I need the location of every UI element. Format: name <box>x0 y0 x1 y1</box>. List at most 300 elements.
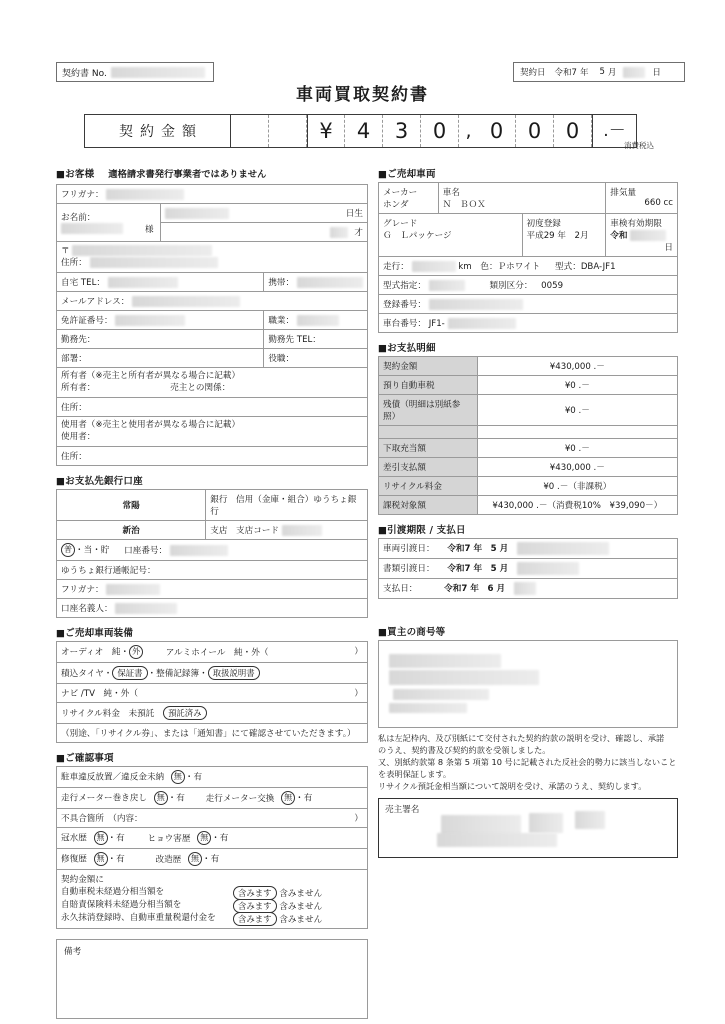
table-row <box>57 185 368 204</box>
displacement-label: 排気量 <box>610 188 637 198</box>
mileage-label: 走行： <box>383 262 409 272</box>
payment-label: 差引支払額 <box>379 458 478 477</box>
grade-cell[interactable] <box>379 214 523 257</box>
contract-date-month: 5 <box>599 67 605 77</box>
table-row <box>57 521 368 540</box>
first-registration-cell[interactable] <box>522 214 606 257</box>
model-label: 車名 <box>442 188 460 198</box>
payment-date-row[interactable] <box>379 579 678 599</box>
table-row <box>379 458 678 477</box>
mobile-redacted <box>297 277 363 288</box>
type-value: DBA-JF1 <box>580 262 616 272</box>
inspection-expiry-cell[interactable] <box>606 214 678 257</box>
home-tel-redacted <box>108 277 178 288</box>
terms-line-5: リサイクル預託金相当額について説明を受け、承諾のうえ、契約します。 <box>378 780 647 791</box>
home-tel-label: 自宅 TEL： <box>61 278 105 288</box>
terms-paragraph <box>378 733 678 792</box>
repair-row[interactable] <box>57 849 368 870</box>
registration-no-redacted <box>429 299 523 310</box>
branch-kinds-cell[interactable] <box>206 521 368 540</box>
signature-redacted <box>575 811 605 829</box>
nav-close-paren: ） <box>354 689 363 699</box>
equipment-table <box>56 641 368 743</box>
terms-line-1: 私は左記枠内、及び別紙にて交付された契約約款の説明を受け、確認し、承諾 <box>378 733 665 743</box>
license-cell[interactable] <box>57 311 264 330</box>
seller-signature-label: 売主署名 <box>385 805 420 816</box>
amount-trailing-dash: .－ <box>592 115 636 147</box>
document-delivery-value: 令和7 年 5 月 <box>447 564 509 574</box>
table-row <box>379 477 678 496</box>
tire-label: 積込タイヤ・ <box>61 669 113 679</box>
department-cell[interactable] <box>57 349 264 368</box>
owner-label: 所有者： <box>61 383 96 393</box>
yucho-label: ゆうちょ銀行通帳記号： <box>61 566 156 576</box>
email-cell[interactable] <box>57 292 368 311</box>
vehicle-delivery-label: 車両引渡日： <box>383 544 435 554</box>
warranty-circled: 保証書 <box>112 666 147 680</box>
modification-label: 改造歴 <box>155 854 182 865</box>
flood-label: 冠水歴 <box>61 833 87 844</box>
table-row <box>57 870 368 929</box>
table-row <box>57 703 368 724</box>
table-row <box>57 292 368 311</box>
license-label: 免許証番号： <box>61 316 113 326</box>
audio-label: オーディオ 純・ <box>61 647 130 658</box>
weight-tax-refund-included-circled: 含みます <box>233 912 277 926</box>
amount-tax-note: 消費税込 <box>624 141 654 150</box>
equipment-section-title: ■ご売却車両装備 <box>56 628 134 639</box>
contract-amount-cells <box>230 114 637 148</box>
table-row <box>57 349 368 368</box>
recycle-row[interactable] <box>57 703 368 724</box>
registration-no-row[interactable] <box>379 295 678 314</box>
wheel-close-paren: ） <box>354 647 363 657</box>
first-registration-label: 初度登録 <box>526 219 561 229</box>
branch-code-redacted <box>282 525 322 536</box>
workplace-label: 勤務先： <box>61 335 96 345</box>
bank-furigana-redacted <box>106 584 160 595</box>
age-suffix: 才 <box>354 228 363 238</box>
type-spec-redacted <box>429 280 465 291</box>
name-label: お名前： <box>61 212 96 223</box>
tax-unexpired-excluded: 含みません <box>279 889 323 899</box>
modification-no-circled: 無 <box>188 852 202 866</box>
bank-kinds-cell[interactable]: 銀行 信用（金庫・組合）ゆうちょ銀行 <box>206 490 368 521</box>
table-row <box>57 417 368 447</box>
workplace-cell[interactable] <box>57 330 264 349</box>
nav-row[interactable] <box>57 684 368 703</box>
type-spec-row[interactable] <box>379 276 678 295</box>
table-row <box>57 663 368 684</box>
terms-line-2: のうえ、契約書及び契約約款を受領しました。 <box>378 744 551 755</box>
workplace-tel-cell[interactable] <box>264 330 368 349</box>
table-row <box>379 257 678 276</box>
table-row <box>57 204 368 223</box>
insurance-unexpired-label: 自賠責保険料未経過分相当額を <box>61 900 182 910</box>
payment-value[interactable]: ¥0 .－ <box>477 395 677 426</box>
table-row <box>57 724 368 743</box>
odometer-replace-label: 走行メーター交換 <box>205 793 275 804</box>
payment-value[interactable]: ¥430,000 .－ <box>477 458 677 477</box>
vehicle-delivery-row[interactable] <box>379 539 678 559</box>
contract-date-era: 令和7 <box>554 68 577 78</box>
amount-digit: 3 <box>383 115 421 147</box>
color-value: Ｐホワイト <box>497 262 541 272</box>
table-row <box>379 357 678 376</box>
owner-address-label: 住所： <box>61 403 87 413</box>
table-row <box>379 579 678 599</box>
customer-table <box>56 184 368 466</box>
payment-label: 残債（明細は別紙参照） <box>379 395 478 426</box>
age-redacted <box>330 227 348 238</box>
confirm-section-title: ■ご確認事項 <box>56 753 114 764</box>
table-row <box>57 684 368 703</box>
contract-date-label: 契約日 <box>520 68 546 78</box>
odometer-replace-yes: ・有 <box>295 793 313 804</box>
payment-label: リサイクル料金 <box>379 477 478 496</box>
table-row <box>379 439 678 458</box>
table-row <box>57 330 368 349</box>
payment-value[interactable] <box>477 426 677 439</box>
bank-name-cell[interactable]: 常陽 <box>57 490 206 521</box>
nav-label: ナビ /TV 純・外（ <box>61 689 138 699</box>
account-type-circled: 普 <box>61 543 75 557</box>
table-row <box>57 849 368 870</box>
bank-table <box>56 489 368 618</box>
occupation-label: 職業： <box>268 316 295 326</box>
owner-address-cell[interactable] <box>57 398 368 417</box>
wheel-label: アルミホイール 純・外（ <box>165 647 269 658</box>
tire-mid-label: ・整備記録簿・ <box>147 669 208 679</box>
vehicle-table <box>378 182 678 333</box>
mileage-redacted <box>412 261 456 272</box>
account-type-cell[interactable] <box>57 540 368 561</box>
remarks-box[interactable] <box>56 939 368 1019</box>
qualified-invoice-note: 適格請求書発行事業者ではありません <box>108 169 267 180</box>
account-types-label: ・当・貯 <box>75 545 110 556</box>
color-label: 色： <box>480 262 498 272</box>
contract-date-year-unit: 年 <box>579 68 589 78</box>
recycle-label: リサイクル料金 未預託 <box>61 709 155 719</box>
model-value: Ｎ ＢＯＸ <box>442 200 486 210</box>
department-label: 部署： <box>61 354 87 364</box>
flood-no-circled: 無 <box>94 831 108 845</box>
maker-label: メーカー <box>383 188 418 198</box>
defect-label: 不具合箇所 （内容： <box>61 814 143 824</box>
mobile-label: 携帯： <box>268 278 295 288</box>
buyer-section-title: ■買主の商号等 <box>378 627 446 638</box>
table-row <box>57 311 368 330</box>
branch-kinds-label: 支店 支店コード <box>210 526 280 536</box>
manual-circled: 取扱説明書 <box>208 666 260 680</box>
payment-value[interactable]: ¥0 .－ <box>477 439 677 458</box>
weight-tax-refund-label: 永久抹消登録時、自動車重量税還付金を <box>61 913 216 923</box>
email-label: メールアドレス： <box>61 297 130 307</box>
class-value: 0059 <box>541 281 564 291</box>
odometer-row[interactable] <box>57 788 368 809</box>
parking-violation-yes: ・有 <box>184 772 203 783</box>
delivery-section-title: ■引渡期限 / 支払日 <box>378 525 466 536</box>
contract-number-field[interactable] <box>56 62 214 82</box>
flood-yes: ・有 <box>107 833 125 844</box>
name-suffix: 様 <box>145 224 154 235</box>
recycle-deposited-circled: 預託済み <box>163 706 207 720</box>
payment-section-title: ■お支払明細 <box>378 343 436 354</box>
buyer-line-redacted <box>389 654 501 668</box>
payment-date-value: 令和7 年 6 月 <box>444 584 506 594</box>
payment-label: 預り自動車税 <box>379 376 478 395</box>
account-no-redacted <box>170 545 228 556</box>
postal-label: 〒 <box>61 246 70 256</box>
maker-cell[interactable] <box>379 183 439 214</box>
vehicle-delivery-value: 令和7 年 5 月 <box>447 544 509 554</box>
audio-circled-option: 外 <box>129 645 143 659</box>
vehicle-delivery-redacted <box>517 542 609 555</box>
weight-tax-refund-excluded: 含みません <box>279 915 323 925</box>
table-row <box>379 183 678 214</box>
inspection-expiry-era: 令和 <box>610 231 628 241</box>
contract-amount-strip <box>84 114 637 148</box>
account-holder-cell[interactable] <box>57 599 368 618</box>
buyer-line-redacted <box>389 670 539 685</box>
buyer-info-box[interactable] <box>378 640 678 728</box>
contract-amount-label: 契約金額 <box>84 114 230 148</box>
bank-section-title: ■お支払先銀行口座 <box>56 476 143 487</box>
position-label: 役職： <box>268 354 295 364</box>
name-redacted <box>61 223 123 234</box>
payment-date-label: 支払日： <box>383 584 418 594</box>
user-note: 使用者（※売主と使用者が異なる場合に記載） <box>61 420 241 430</box>
name-cell[interactable] <box>57 204 161 242</box>
registration-no-label: 登録番号： <box>383 300 426 310</box>
payment-table <box>378 356 678 515</box>
payment-date-redacted <box>514 582 536 595</box>
yucho-cell[interactable] <box>57 561 368 580</box>
buyer-line-redacted <box>389 703 467 713</box>
inspection-expiry-redacted <box>630 230 666 241</box>
table-row <box>379 496 678 515</box>
amount-digit: 0 <box>478 115 516 147</box>
bank-furigana-label: フリガナ： <box>61 585 104 595</box>
recycle-note-row: （別途、「リサイクル券」、または「通知書」にて確認させていただきます。） <box>57 724 368 743</box>
payment-value[interactable]: ¥0 .－（非課税） <box>477 477 677 496</box>
amount-digit <box>269 115 307 147</box>
mileage-row[interactable] <box>379 257 678 276</box>
grade-label: グレード <box>383 219 418 229</box>
right-column <box>378 166 678 858</box>
amount-inclusion-row[interactable] <box>57 870 368 929</box>
payment-label: 課税対象額 <box>379 496 478 515</box>
owner-cell[interactable] <box>57 368 368 398</box>
amount-digit: 0 <box>421 115 459 147</box>
inspection-expiry-day-unit: 日 <box>664 243 673 253</box>
modification-yes: ・有 <box>202 854 220 865</box>
repair-history-yes: ・有 <box>107 854 125 865</box>
maker-value: ホンダ <box>383 200 409 210</box>
user-label: 使用者： <box>61 432 96 442</box>
table-row <box>379 539 678 559</box>
branch-name-cell[interactable]: 新治 <box>57 521 206 540</box>
owner-note: 所有者（※売主と所有者が異なる場合に記載） <box>61 371 241 381</box>
table-row <box>379 295 678 314</box>
table-row <box>57 490 368 521</box>
document-delivery-redacted <box>517 562 579 575</box>
odometer-replace-no-circled: 無 <box>281 791 295 805</box>
amount-comma: , <box>465 119 472 142</box>
payment-value[interactable]: ¥430,000 .－ <box>477 357 677 376</box>
age-cell[interactable] <box>160 223 367 242</box>
tire-row[interactable] <box>57 663 368 684</box>
table-row <box>57 398 368 417</box>
mileage-unit: km <box>458 262 472 272</box>
defect-close-paren: ） <box>354 814 363 824</box>
table-row <box>379 559 678 579</box>
chassis-no-label: 車台番号： <box>383 319 426 329</box>
payment-label: 下取充当額 <box>379 439 478 458</box>
parking-violation-no-circled: 無 <box>171 770 185 784</box>
table-row <box>379 395 678 426</box>
parking-violation-row[interactable] <box>57 767 368 788</box>
contract-date-month-unit: 月 <box>607 68 617 78</box>
confirm-table <box>56 766 368 929</box>
address-redacted <box>90 257 218 268</box>
table-row <box>57 828 368 849</box>
furigana-label: フリガナ： <box>61 190 104 200</box>
chassis-no-row[interactable] <box>379 314 678 333</box>
birthdate-suffix: 日生 <box>345 209 363 219</box>
model-cell[interactable] <box>438 183 605 214</box>
contract-number-label: 契約書 No. <box>62 68 107 79</box>
amount-inclusion-head: 契約金額に <box>61 875 104 885</box>
contract-date-day-unit: 日 <box>652 68 661 78</box>
table-row <box>57 580 368 599</box>
type-label: 型式： <box>555 262 581 272</box>
user-cell[interactable] <box>57 417 368 447</box>
flood-row[interactable] <box>57 828 368 849</box>
hail-no-circled: 無 <box>197 831 211 845</box>
parking-violation-label: 駐車違反放置／違反金未納 <box>61 772 165 783</box>
yen-symbol: ¥ <box>307 115 345 147</box>
position-cell[interactable] <box>264 349 368 368</box>
address-cell[interactable] <box>57 242 368 273</box>
license-redacted <box>115 315 185 326</box>
user-address-cell[interactable] <box>57 447 368 466</box>
defect-row[interactable] <box>57 809 368 828</box>
customer-section-title: ■お客様 <box>56 169 95 180</box>
table-row <box>379 214 678 257</box>
table-row <box>379 376 678 395</box>
account-holder-redacted <box>115 603 177 614</box>
table-row <box>57 642 368 663</box>
buyer-line-redacted <box>393 689 489 700</box>
table-row <box>57 242 368 273</box>
email-redacted <box>132 296 240 307</box>
amount-digit: 0 <box>516 115 554 147</box>
table-row <box>57 447 368 466</box>
payment-label: 契約金額 <box>379 357 478 376</box>
table-row <box>57 809 368 828</box>
table-row <box>57 540 368 561</box>
contract-number-redacted <box>111 67 205 78</box>
insurance-unexpired-included-circled: 含みます <box>233 899 277 913</box>
table-row <box>57 273 368 292</box>
odometer-rollback-yes: ・有 <box>167 793 185 804</box>
account-no-label: 口座番号： <box>124 545 168 556</box>
insurance-unexpired-excluded: 含みません <box>279 902 323 912</box>
postal-redacted <box>72 245 212 256</box>
document-delivery-label: 書類引渡日： <box>383 564 435 574</box>
left-column <box>56 166 368 1019</box>
furigana-cell[interactable] <box>57 185 368 204</box>
owner-relation-label: 売主との関係： <box>170 383 231 393</box>
furigana-redacted <box>106 189 184 200</box>
audio-row[interactable] <box>57 642 368 663</box>
table-row <box>379 314 678 333</box>
birthdate-cell[interactable] <box>160 204 367 223</box>
tax-unexpired-included-circled: 含みます <box>233 886 277 900</box>
birthdate-redacted <box>165 208 229 219</box>
contract-date-field[interactable] <box>513 62 685 82</box>
first-registration-value: 平成29 年 2月 <box>526 231 589 241</box>
mobile-cell[interactable] <box>264 273 368 292</box>
class-label: 類別区分： <box>489 281 533 291</box>
amount-digit: 0 <box>554 115 592 147</box>
tax-unexpired-label: 自動車税未経過分相当額を <box>61 887 165 897</box>
table-row <box>57 788 368 809</box>
table-row <box>57 561 368 580</box>
table-row <box>57 767 368 788</box>
remarks-label: 備考 <box>64 947 82 957</box>
table-row <box>57 599 368 618</box>
table-row <box>57 368 368 398</box>
page-title: 車両買取契約書 <box>296 85 429 105</box>
terms-line-3: 又、別紙約款第 8 条第 5 項第 10 号に記載された反社会的勢力に該当しないこと <box>378 756 677 767</box>
bank-furigana-cell[interactable] <box>57 580 368 599</box>
user-address-label: 住所： <box>61 452 87 462</box>
delivery-table <box>378 538 678 599</box>
signature-redacted <box>437 833 557 847</box>
displacement-cell[interactable] <box>606 183 678 214</box>
occupation-cell[interactable] <box>264 311 368 330</box>
odometer-rollback-label: 走行メーター巻き戻し <box>61 793 147 804</box>
inspection-expiry-label: 車検有効期限 <box>610 219 662 229</box>
address-label: 住所： <box>61 258 87 268</box>
repair-history-no-circled: 無 <box>94 852 108 866</box>
signature-redacted <box>529 813 563 833</box>
repair-history-label: 修復歴 <box>61 854 87 865</box>
type-spec-label: 型式指定： <box>383 281 426 291</box>
payment-value[interactable]: ¥0 .－ <box>477 376 677 395</box>
vehicle-section-title: ■ご売却車両 <box>378 169 436 180</box>
document-delivery-row[interactable] <box>379 559 678 579</box>
displacement-value: 660 cc <box>644 198 673 208</box>
table-row <box>379 276 678 295</box>
odometer-rollback-no-circled: 無 <box>154 791 168 805</box>
seller-signature-box[interactable] <box>378 798 678 858</box>
contract-date-day-redacted <box>623 67 645 78</box>
payment-label <box>379 426 478 439</box>
table-row <box>379 426 678 439</box>
hail-yes: ・有 <box>211 833 229 844</box>
amount-digit: 4 <box>345 115 383 147</box>
home-tel-cell[interactable] <box>57 273 264 292</box>
payment-value[interactable]: ¥430,000 .－（消費税10% ¥39,090－） <box>477 496 677 515</box>
terms-line-4: を表明保証します。 <box>378 768 452 779</box>
workplace-tel-label: 勤務先 TEL： <box>268 335 321 345</box>
chassis-no-redacted <box>448 318 516 329</box>
account-holder-label: 口座名義人： <box>61 604 113 614</box>
hail-label: ヒョウ害歴 <box>147 833 191 844</box>
